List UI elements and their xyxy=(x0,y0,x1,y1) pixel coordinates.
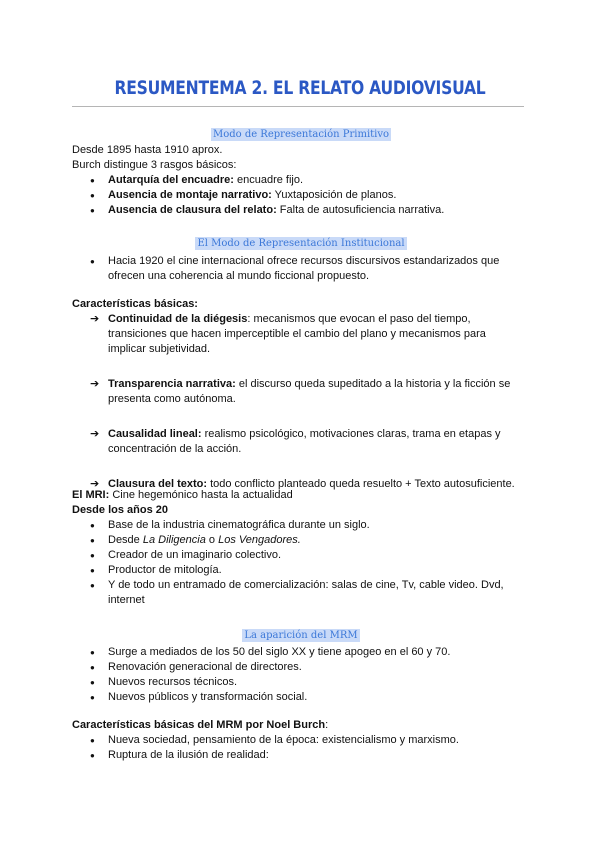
list-item: ● Productor de mitología. xyxy=(72,563,530,578)
list-item: ● Y de todo un entramado de comercialización: salas de cine, Tv, cable video. Dvd, internet xyxy=(72,578,530,608)
section-mrp xyxy=(72,126,530,218)
list-item: ● Ausencia de clausura del relato: Falta de autosuficiencia narrativa. xyxy=(72,203,530,218)
mri-features-title: Características básicas: xyxy=(72,298,198,310)
mri-summary-label: El MRI: xyxy=(72,489,110,501)
section-heading-mri: El Modo de Representación Institucional xyxy=(197,238,405,249)
section-mrm xyxy=(72,627,530,705)
list-item: ● Nuevos públicos y transformación social. xyxy=(72,690,530,705)
mri-summary: El MRI: Cine hegemónico hasta la actualidad Desde los años 20 ● Base de la industria cinematográfica durante un siglo. ● Desde La Diligencia o Los Vengadores. ● Creador de un imaginario colectivo. ● Productor de mitología. ● Y de todo un entramado de comercialización: salas de cine, Tv, cable video. Dvd, internet xyxy=(72,488,530,608)
section-mri xyxy=(72,235,530,284)
section-heading-mrm: La aparición del MRM xyxy=(244,630,358,641)
list-item: ● Nueva sociedad, pensamiento de la época: existencialismo y marxismo. xyxy=(72,733,530,748)
since-twenties-list xyxy=(72,518,530,608)
list-item: ● Ausencia de montaje narrativo: Yuxtaposición de planos. xyxy=(72,188,530,203)
list-item: ● Nuevos recursos técnicos. xyxy=(72,675,530,690)
mrm-features-list xyxy=(72,733,530,763)
list-item: ● Autarquía del encuadre: encuadre fijo. xyxy=(72,173,530,188)
list-item: ● Base de la industria cinematográfica durante un siglo. xyxy=(72,518,530,533)
mrp-traits-list xyxy=(72,173,530,218)
mri-features xyxy=(72,297,530,492)
list-item: ➔ Causalidad lineal: realismo psicológico, motivaciones claras, trama en etapas y concentración de la acción. xyxy=(72,427,530,457)
list-item: ● Desde La Diligencia o Los Vengadores. xyxy=(72,533,530,548)
mrm-features xyxy=(72,718,530,763)
list-item: ● Creador de un imaginario colectivo. xyxy=(72,548,530,563)
since-twenties-title: Desde los años 20 xyxy=(72,504,168,516)
mrm-features-title: Características básicas del MRM por Noel Burch: xyxy=(72,719,329,731)
list-item: ➔ Continuidad de la diégesis: mecanismos que evocan el paso del tiempo, transiciones que hacen imperceptible el cambio del plano y mecanismos para implicar subjetividad. xyxy=(72,312,530,357)
section-heading-mrp: Modo de Representación Primitivo xyxy=(212,129,390,140)
list-item: ● Surge a mediados de los 50 del siglo XX y tiene apogeo en el 60 y 70. xyxy=(72,645,530,660)
list-item: ➔ Transparencia narrativa: el discurso queda supeditado a la historia y la ficción se presenta como autónoma. xyxy=(72,377,530,407)
list-item: ➔ Clausura del texto: todo conflicto planteado queda resuelto + Texto autosuficiente. xyxy=(72,477,530,492)
title-divider xyxy=(72,106,524,107)
list-item: ● Hacia 1920 el cine internacional ofrece recursos discursivos estandarizados que ofrecen una coherencia al mundo ficcional propuesto. xyxy=(72,254,530,284)
mrm-list xyxy=(72,645,530,705)
mrp-intro: Burch distingue 3 rasgos básicos: xyxy=(72,159,237,171)
list-item: ● Renovación generacional de directores. xyxy=(72,660,530,675)
list-item: ● Ruptura de la ilusión de realidad: xyxy=(72,748,530,763)
mri-features-list xyxy=(72,312,530,492)
document-title: RESUMENTEMA 2. EL RELATO AUDIOVISUAL xyxy=(114,77,486,99)
mrp-date-range: Desde 1895 hasta 1910 aprox. xyxy=(72,144,223,156)
mri-intro-list xyxy=(72,254,530,284)
